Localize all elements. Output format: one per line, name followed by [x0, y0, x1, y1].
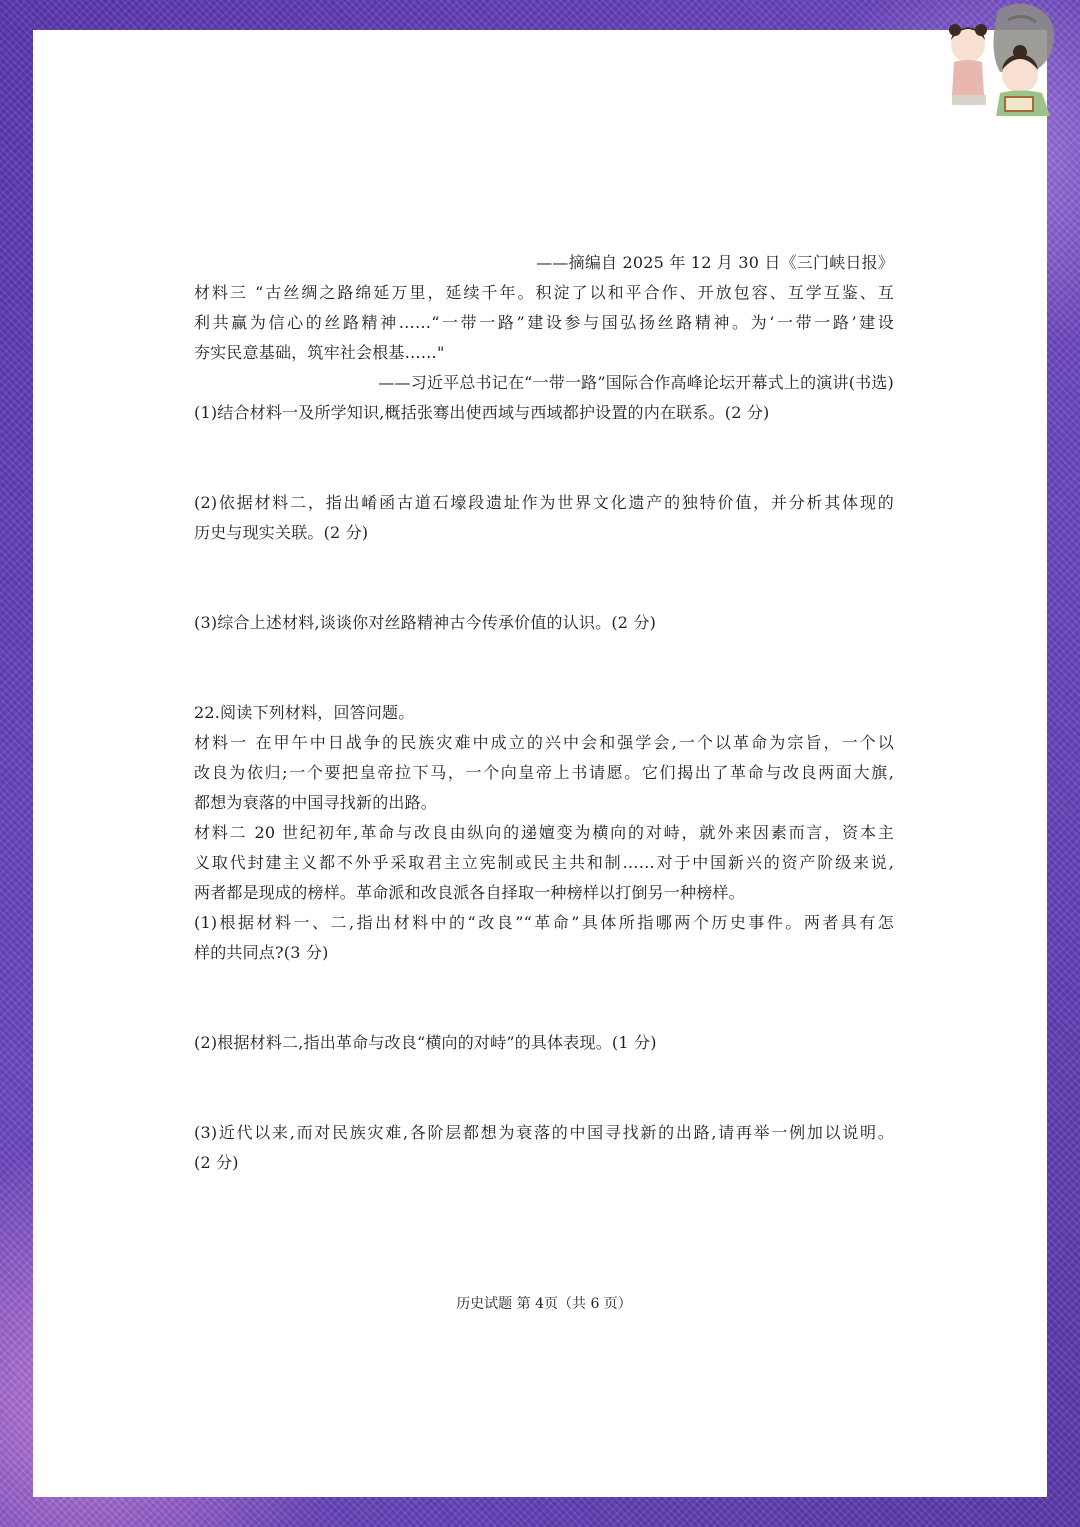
question-22-1-line-2: 样的共同点?(3 分): [194, 943, 329, 962]
question-21-2-line-2: 历史与现实关联。(2 分): [194, 523, 369, 542]
question-21-1: (1)结合材料一及所学知识,概括张骞出使西域与西域都护设置的内在联系。(2 分): [194, 403, 770, 422]
source-note-newspaper: ——摘编自 2025 年 12 月 30 日《三门峡日报》: [536, 253, 894, 272]
material-one-line-1: 材料一 在甲午中日战争的民族灾难中成立的兴中会和强学会,一个以革命为宗旨，一个以: [194, 733, 894, 752]
material-two-line-1: 材料二 20 世纪初年,革命与改良由纵向的递嬗变为横向的对峙，就外来因素而言，资本主: [194, 823, 894, 842]
material-one-line-2: 改良为依归;一个要把皇帝拉下马，一个向皇帝上书请愿。它们揭出了革命与改良两面大旗,: [194, 763, 894, 782]
question-22-1-line-1: (1)根据材料一、二,指出材料中的“改良”“革命”具体所指哪两个历史事件。两者具有怎: [194, 913, 894, 932]
question-22-2: (2)根据材料二,指出革命与改良“横向的对峙”的具体表现。(1 分): [194, 1033, 657, 1052]
question-21-3: (3)综合上述材料,谈谈你对丝路精神古今传承价值的认识。(2 分): [194, 613, 657, 632]
material-three-line-1: 材料三 “古丝绸之路绵延万里，延续千年。积淀了以和平合作、开放包容、互学互鉴、互: [194, 283, 894, 302]
source-note-speech: ——习近平总书记在“一带一路”国际合作高峰论坛开幕式上的演讲(书选): [378, 373, 894, 392]
material-two-line-3: 两者都是现成的榜样。革命派和改良派各自择取一种榜样以打倒另一种榜样。: [194, 883, 745, 902]
material-three-line-3: 夯实民意基础，筑牢社会根基……": [194, 343, 445, 362]
material-one-line-3: 都想为衰落的中国寻找新的出路。: [194, 793, 438, 812]
question-22-3-line-1: (3)近代以来,而对民族灾难,各阶层都想为衰落的中国寻找新的出路,请再举一例加以说明。: [194, 1123, 894, 1142]
children-reading-illustration-icon: [938, 0, 1058, 125]
page-footer: 历史试题 第 4页（共 6 页）: [456, 1296, 632, 1312]
question-22-3-line-2: (2 分): [194, 1153, 239, 1172]
question-21-2-line-1: (2)依据材料二，指出崤函古道石壕段遗址作为世界文化遗产的独特价值，并分析其体现的: [194, 493, 894, 512]
material-three-line-2: 利共赢为信心的丝路精神……“一带一路”建设参与国弘扬丝路精神。为‘一带一路’建设: [194, 313, 894, 332]
question-22-heading: 22.阅读下列材料，回答问题。: [194, 703, 415, 722]
material-two-line-2: 义取代封建主义都不外乎采取君主立宪制或民主共和制……对于中国新兴的资产阶级来说,: [194, 853, 894, 872]
